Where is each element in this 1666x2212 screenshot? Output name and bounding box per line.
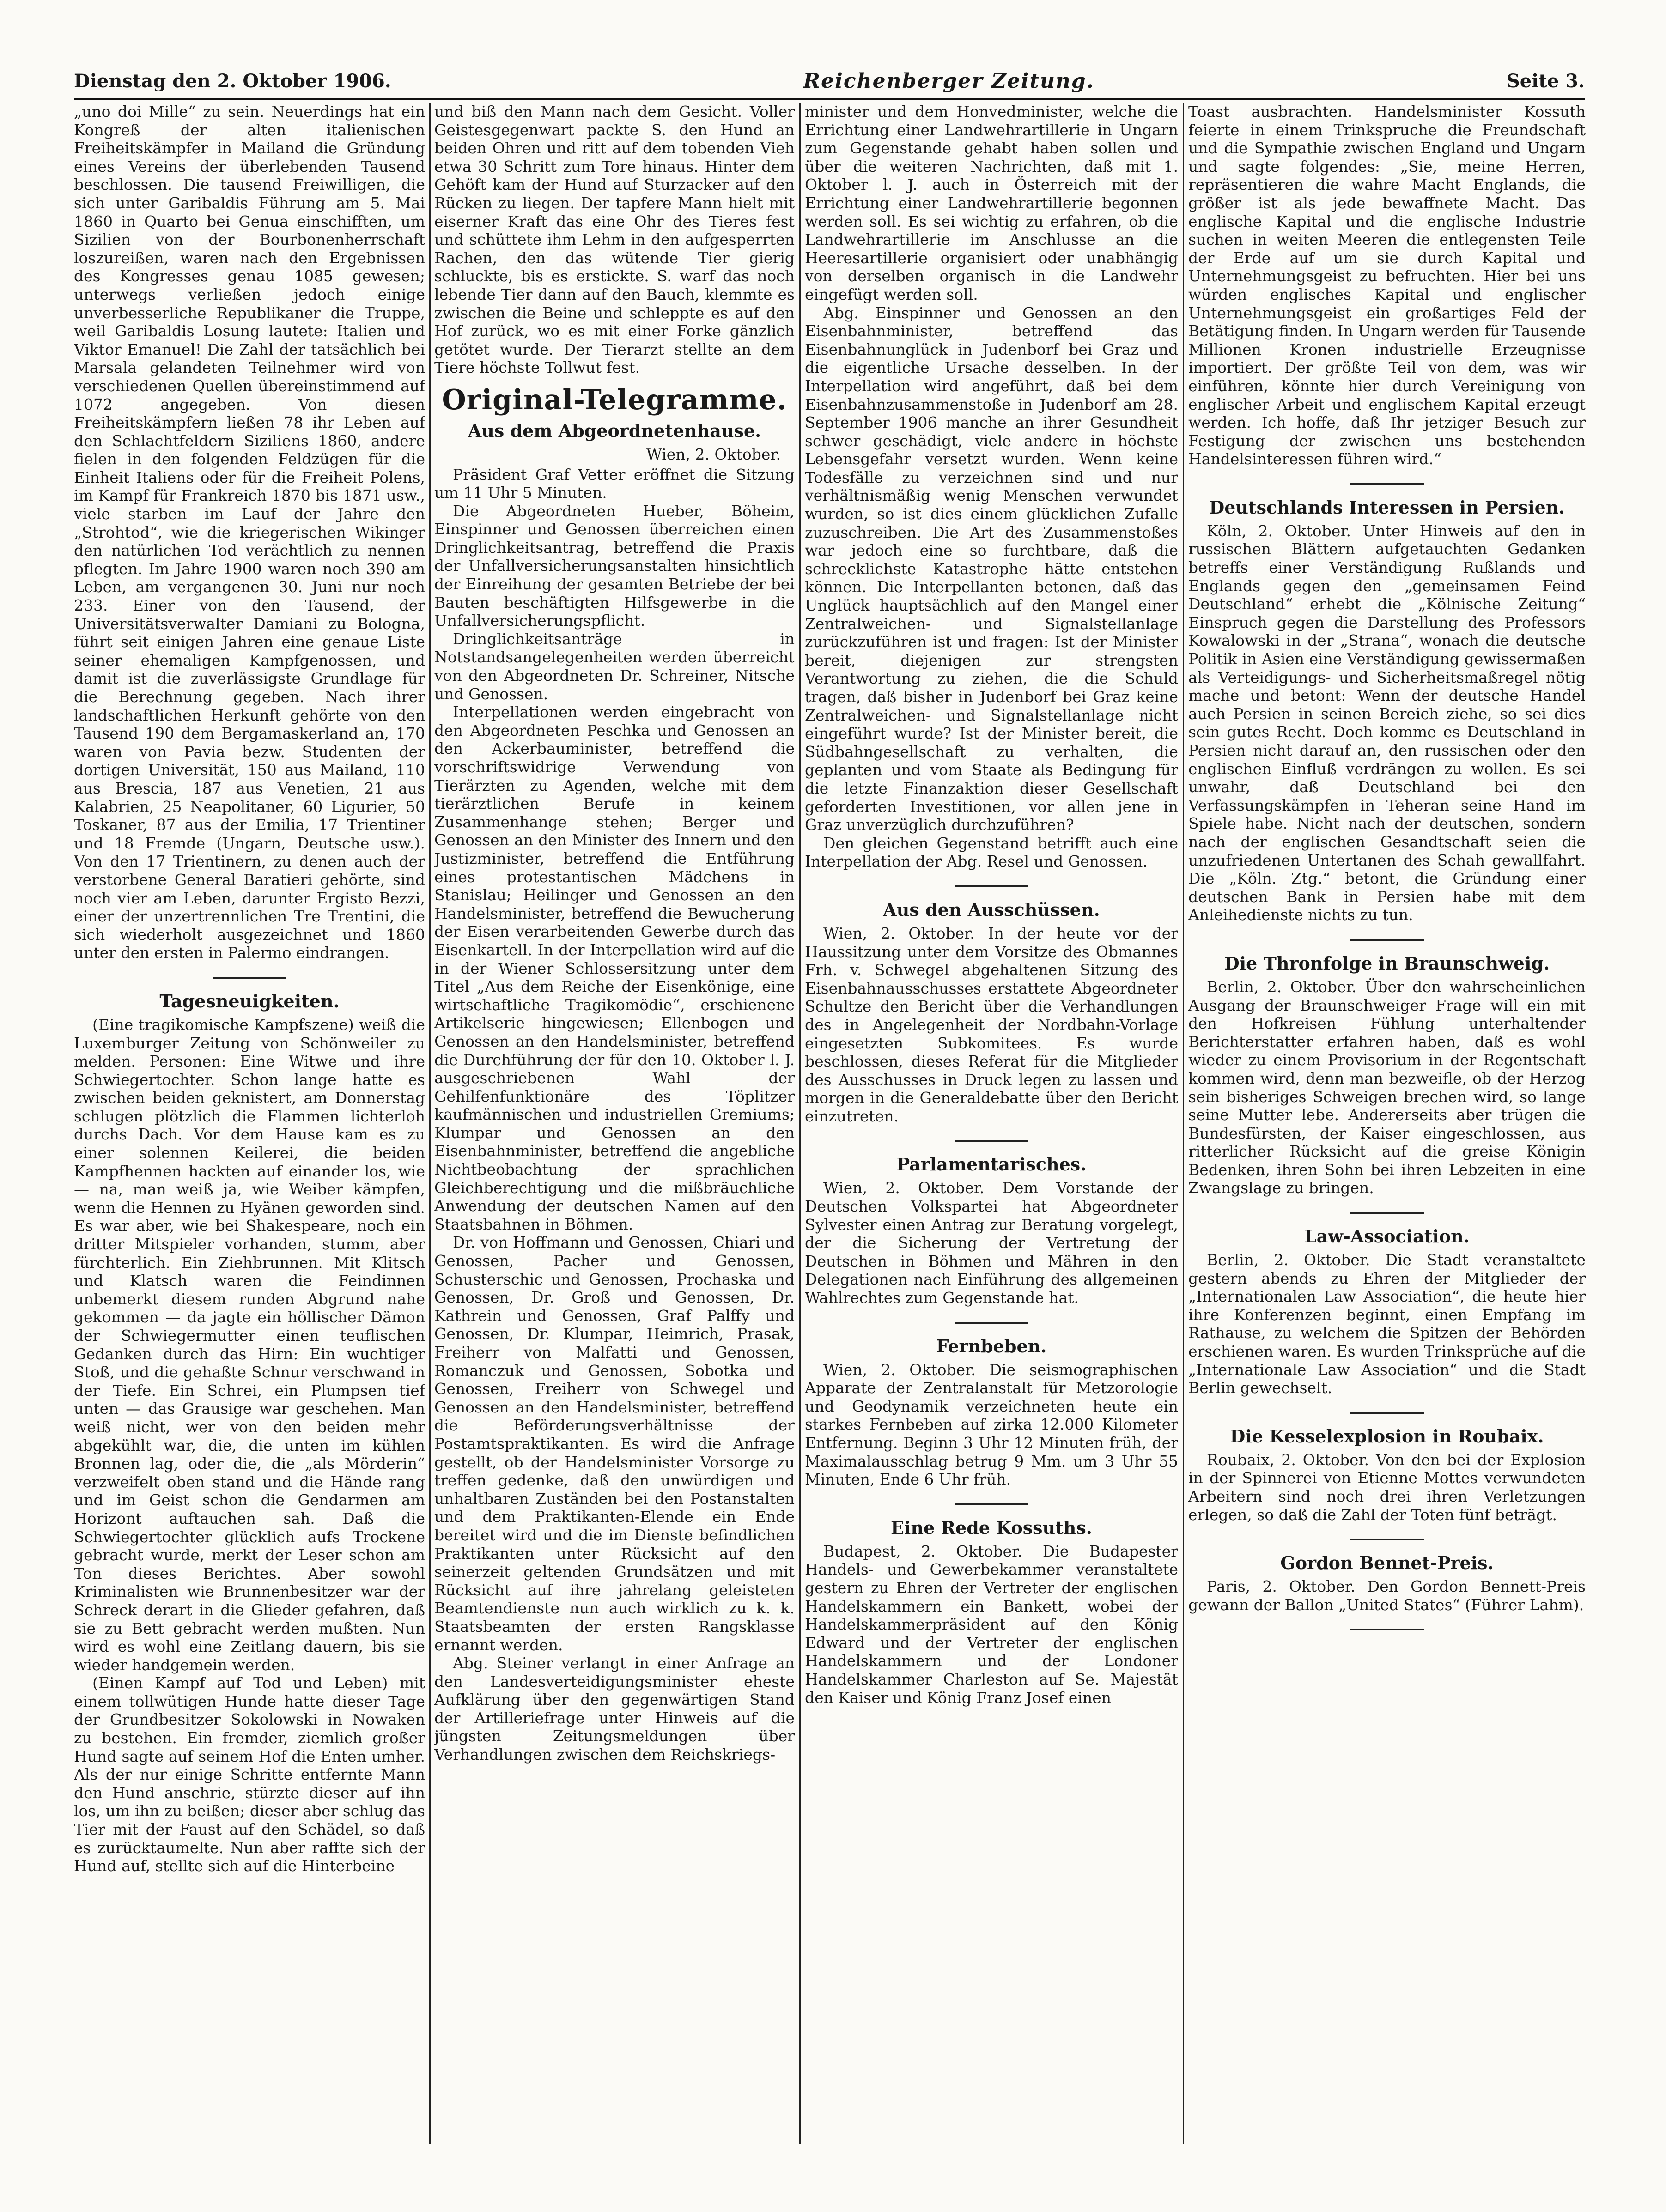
article-text: Paris, 2. Oktober. Den Gordon Bennett-Preis gewann der Ballon „United States“ (Führer Lahm). [1188, 1577, 1586, 1614]
dateline: Wien, 2. Oktober. [646, 445, 781, 463]
section-rule [955, 1322, 1028, 1324]
article-text: Budapest, 2. Oktober. Die Budapester Handels- und Gewerbekammer veranstaltete gestern zu Ehren der Vertreter der englischen Handelskammern ein Bankett, wobei der Handelskammerpräsident auf den König Edward und der Vertreter der englischen Handelskammern und der Londoner Handelskammer Charleston auf Se. Majestät den Kaiser und König Franz Josef einen [805, 1542, 1178, 1707]
header-rule [74, 98, 1585, 100]
article-text: Berlin, 2. Oktober. Die Stadt veranstaltete gestern abends zu Ehren der Mitglieder der „Internationalen Law Association“, die heute hier ihre Konferenzen beginnt, einen Empfang im Rathause, zu welchem die Spitzen der Behörden erschienen waren. Es wurden Trinksprüche auf die „Internationale Law Association“ und die Stadt Berlin gewechselt. [1188, 1251, 1586, 1397]
section-heading: Aus dem Abgeordnetenhause. [468, 420, 761, 441]
article-text: Berlin, 2. Oktober. Über den wahrscheinlichen Ausgang der Braunschweiger Frage will ein mit den Hofkreisen Fühlung unterhaltender Berichterstatter erfahren haben, daß es wohl wieder zu einem Provisorium in der Regentschaft kommen wird, denn man bezweifle, ob der Herzog sein bisheriges Schweigen brechen wird, so lange seine Mutter lebe. Andererseits aber trügen die Bundesfürsten, der Kaiser eingeschlossen, aus ritterlicher Rücksicht auf die greise Königin Bedenken, ihren Sohn bei ihren Lebzeiten in eine Zwangslage zu bringen. [1188, 977, 1586, 1197]
article-text: Wien, 2. Oktober. In der heute vor der Haussitzung unter dem Vorsitze des Obmannes Frh. v. Schwegel abgehaltenen Sitzung des Eisenbahnausschusses erstattete Abgeordneter Schultze den Bericht über die Verhandlungen des in Angelegenheit der Nordbahn-Vorlage eingesetzten Subkomitees. Es wurde beschlossen, dieses Referat für die Mitglieder des Ausschusses in Druck legen zu lassen und morgen in die Generaldebatte über den Bericht einzutreten. [805, 924, 1178, 1125]
section-rule [213, 977, 286, 979]
section-heading: Tagesneuigkeiten. [159, 990, 340, 1012]
main-heading: Original-Telegramme. [442, 383, 787, 416]
issue-date: Dienstag den 2. Oktober 1906. [74, 70, 391, 92]
article-text: Abg. Steiner verlangt in einer Anfrage an den Landesverteidigungsminister eheste Aufklärung über den gegenwärtigen Stand der Artilleriefrage unter Hinweis auf die jüngsten Zeitungsmeldungen über Verhandlungen zwischen dem Reichskriegs- [434, 1654, 795, 1764]
section-rule [955, 1503, 1028, 1505]
column-divider [799, 103, 801, 2144]
article-text: Dr. von Hoffmann und Genossen, Chiari und Genossen, Pacher und Genossen, Schusterschic und Genossen, Prochaska und Genossen, Dr. Groß und Genossen, Dr. Kathrein und Genossen, Graf Palffy und Genossen, Dr. Klumpar, Heimrich, Prasak, Freiherr von Malfatti und Genossen, Romanczuk und Genossen, Sobotka und Genossen, Freiherr von Schwegel und Genossen an den Handelsminister, betreffend die Beförderungsverhältnisse der Postamtspraktikanten. Es wird die Anfrage gestellt, ob der Handelsminister Vorsorge zu treffen gedenke, daß den unwürdigen und unhaltbaren Zuständen bei den Postanstalten und dem Praktikanten-Elende ein Ende bereitet wird und die im Dienste befindlichen Praktikanten unter Rücksicht auf den seinerzeit geltenden Grundsätzen und mit Rücksicht auf ihre jahrelang geleisteten Beamtendienste nun auch wirklich zu k. k. Staatsbeamten der ersten Rangsklasse ernannt werden. [434, 1233, 795, 1654]
column-divider [429, 103, 431, 2144]
section-heading: Eine Rede Kossuths. [891, 1517, 1092, 1538]
section-rule [1350, 939, 1424, 941]
article-text: Toast ausbrachten. Handelsminister Kossuth feierte in einem Trinkspruche die Freundschaft und die Sympathie zwischen England und Ungarn und sagte folgendes: „Sie, meine Herren, repräsentieren die wahre Macht Englands, die größer ist als jede bewaffnete Macht. Das englische Kapital und die englische Industrie suchen in weiten Meeren die entlegensten Teile der Erde auf um sie durch Kapital und Unternehmungsgeist zu befruchten. Hier bei uns würden englisches Kapital und englischer Unternehmungsgeist ein großartiges Feld der Betätigung finden. In Ungarn werden für Tausende Millionen Kronen industrielle Erzeugnisse importiert. Der größte Teil von dem, was wir einführen, könnte hier durch Vereinigung von englischer Arbeit und englischem Kapital erzeugt werden. Ich hoffe, daß Ihr jetziger Besuch zur Festigung der zwischen uns bestehenden Handelsinteressen führen wird.“ [1188, 103, 1586, 468]
column-divider [1183, 103, 1184, 2144]
article-text: Köln, 2. Oktober. Unter Hinweis auf den in russischen Blättern aufgetauchten Gedanken betreffs einer Verständigung Rußlands und Englands gegen den „gemeinsamen Feind Deutschland“ erhebt die „Kölnische Zeitung“ Einspruch gegen die Darstellung des Professors Kowalowski in der „Strana“, wonach die deutsche Politik in Asien eine Verständigung gewissermaßen als Verteidigungs- und Sicherheitsmaßregel nötig mache und betont: Wenn der deutsche Handel auch Persien in seinen Bereich ziehe, so sei dies sein gutes Recht. Doch komme es Deutschland in Persien nicht darauf an, den russischen oder den englischen Einfluß verdrängen zu wollen. Es sei unwahr, daß Deutschland bei den Verfassungskämpfen in Teheran seine Hand im Spiele habe. Nicht nach der deutschen, sondern nach der englischen Gesandtschaft seien die unzufriedenen Untertanen des Schah gewallfahrt. Die „Köln. Ztg.“ betont, die Gründung einer deutschen Bank in Persien habe mit dem Anleihedienste nichts zu tun. [1188, 521, 1586, 924]
article-text: Wien, 2. Oktober. Die seismographischen Apparate der Zentralanstalt für Metzorologie und Geodynamik verzeichneten heute ein starkes Fernbeben auf zirka 12.000 Kilometer Entfernung. Beginn 3 Uhr 12 Minuten früh, der Maximalausschlag betrug 9 Mm. um 3 Uhr 55 Minuten, Ende 6 Uhr früh. [805, 1360, 1178, 1489]
section-rule [1350, 1539, 1424, 1540]
article-text: und biß den Mann nach dem Gesicht. Voller Geistesgegenwart packte S. den Hund an beiden Ohren und ritt auf dem tobenden Vieh etwa 30 Schritt zum Tore hinaus. Hinter dem Gehöft kam der Hund auf Sturzacker auf den Rücken zu liegen. Der tapfere Mann hielt mit eiserner Kraft das eine Ohr des Tieres fest und schüttete ihm Lehm in den aufgesperrten Rachen, den das wütende Tier gierig schluckte, bis es erstickte. S. warf das noch lebende Tier dann auf den Bauch, klemmte es zwischen die Beine und schleppte es auf den Hof zurück, wo es mit einer Forke gänzlich getötet wurde. Der Tierarzt stellte an dem Tiere höchste Tollwut fest. [434, 103, 795, 377]
column-2 [434, 103, 795, 2144]
article-text: (Eine tragikomische Kampfszene) weiß die Luxemburger Zeitung von Schönweiler zu melden. Personen: Eine Witwe und ihre Schwiegertochter. Schon lange hatte es zwischen beiden geknistert, am Donnerstag schlugen plötzlich die Flammen lichterloh durchs Dach. Vor dem Hause kam es zu einer solennen Keilerei, die beiden Kampfhennen hackten auf einander los, wie — na, man weiß ja, wie Weiber kämpfen, wenn die Hennen zu Hyänen geworden sind. Es war aber, wie bei Shakespeare, noch ein dritter Mitspieler vorhanden, stumm, aber fürchterlich. Ein Ziehbrunnen. Mit Klitsch und Klatsch waren die Feindinnen unbemerkt diesem runden Abgrund nahe gekommen — da jagte ein höllischer Dämon der Schwiegermutter einen teuflischen Gedanken durch das Hirn: Ein wuchtiger Stoß, und die gehaßte Schnur verschwand in der Tiefe. Ein Schrei, ein Plumpsen tief unten — das Grausige war geschehen. Man weiß nicht, wer von den beiden mehr abgekühlt war, die, die unten im kühlen Bronnen lag, oder die, die „als Mörderin“ verzweifelt oben stand und die Hände rang und im Geist schon die Gendarmen am Horizont auftauchen sah. Daß die Schwiegertochter glücklich aufs Trockene gebracht wurde, merkt der Leser schon am Ton dieses Berichtes. Aber sowohl Kriminalisten wie Brunnenbesitzer war der Schreck derart in die Glieder gefahren, daß sie zu Bett gebracht werden mußten. Nun wird es wohl eine Zeitlang dauern, bis sie wieder handgemein werden. [74, 1015, 425, 1674]
article-text: Dringlichkeitsanträge in Notstandsangelegenheiten werden überreicht von den Abgeordneten Dr. Schreiner, Nitsche und Genossen. [434, 630, 795, 703]
column-3 [805, 103, 1178, 2144]
section-rule [1350, 1212, 1424, 1214]
article-text: Den gleichen Gegenstand betrifft auch eine Interpellation der Abg. Resel und Genossen. [805, 834, 1178, 871]
article-text: (Einen Kampf auf Tod und Leben) mit einem tollwütigen Hunde hatte dieser Tage der Grundbesitzer Sokolowski in Nowaken zu bestehen. Ein fremder, ziemlich großer Hund sagte auf seinem Hof die Enten umher. Als der nur einige Schritte entfernte Mann den Hund anschrie, stürzte dieser auf ihn los, um ihn zu beißen; dieser aber schlug das Tier mit der Faust auf den Schädel, so daß es zurücktaumelte. Nun aber raffte sich der Hund auf, stellte sich auf die Hinterbeine [74, 1674, 425, 1875]
article-text: Roubaix, 2. Oktober. Von den bei der Explosion in der Spinnerei von Etienne Mottes verwundeten Arbeitern sind noch drei ihren Verletzungen erlegen, so daß die Zahl der Toten fünf beträgt. [1188, 1450, 1586, 1524]
section-rule [1350, 1629, 1424, 1630]
page-header [74, 65, 1585, 97]
article-text: Interpellationen werden eingebracht von den Abgeordneten Peschka und Genossen an den Ackerbauminister, betreffend die vorschriftswidrige Verwendung von Tierärzten zu Agenden, welche mit dem tierärztlichen Berufe in keinem Zusammenhange stehen; Berger und Genossen an den Minister des Innern und den Justizminister, betreffend die Entführung eines protestantischen Mädchens in Stanislau; Heilinger und Genossen an den Handelsminister, betreffend die Bewucherung der Eisen verarbeitenden Gewerbe durch das Eisenkartell. In der Interpellation wird auf die in der Wiener Schlossersitzung unter dem Titel „Aus dem Reiche der Eisenkönige, eine wirtschaftliche Tragikomödie“, erschienene Artikelserie hingewiesen; Ellenbogen und Genossen an den Handelsminister, betreffend die Durchführung der für den 10. Oktober l. J. ausgeschriebenen Wahl der Gehilfenfunktionäre des Töplitzer kaufmännischen und industriellen Gremiums; Klumpar und Genossen an den Eisenbahnminister, betreffend die angebliche Nichtbeobachtung der sprachlichen Gleichberechtigung und die mißbräuchliche Anwendung der deutschen Namen auf den Staatsbahnen in Böhmen. [434, 703, 795, 1233]
section-rule [1350, 483, 1424, 485]
section-heading: Parlamentarisches. [896, 1154, 1087, 1175]
page-number: Seite 3. [1506, 70, 1585, 92]
section-heading: Gordon Bennet-Preis. [1280, 1552, 1494, 1574]
section-heading: Aus den Ausschüssen. [883, 899, 1100, 920]
article-text: Präsident Graf Vetter eröffnet die Sitzung um 11 Uhr 5 Minuten. [434, 465, 795, 502]
article-text: Die Abgeordneten Hueber, Böheim, Einspinner und Genossen überreichen einen Dringlichkeitsantrag, betreffend die Praxis der Unfallversicherungsanstalten hinsichtlich der Einreihung der gesamten Betriebe der bei Bauten beschäftigten Hilfsgewerbe in die Unfallversicherungspflicht. [434, 502, 795, 630]
article-text: Wien, 2. Oktober. Dem Vorstande der Deutschen Volkspartei hat Abgeordneter Sylvester einen Antrag zur Beratung vorgelegt, der die Sicherung der Vertretung der Deutschen in Böhmen und Mähren in den Delegationen nach Einführung des allgemeinen Wahlrechtes zum Gegenstande hat. [805, 1179, 1178, 1307]
section-rule [955, 885, 1028, 887]
section-heading: Deutschlands Interessen in Persien. [1209, 497, 1565, 518]
section-heading: Law-Association. [1304, 1226, 1470, 1247]
masthead: Reichenberger Zeitung. [803, 69, 1095, 93]
section-rule [955, 1140, 1028, 1142]
article-text: minister und dem Honvedminister, welche die Errichtung einer Landwehrartillerie in Ungarn zum Gegenstande gehabt haben sollen und über die weiteren Nachrichten, daß mit 1. Oktober l. J. auch in Österreich mit der Errichtung einer Landwehrartillerie begonnen werden soll. Es sei wichtig zu erfahren, ob die Landwehrartillerie im Anschlusse an die Heeresartillerie organisiert oder unabhängig von derselben organisch in die Landwehr eingefügt werden soll. [805, 103, 1178, 303]
section-heading: Die Thronfolge in Braunschweig. [1224, 952, 1550, 974]
article-text: „uno doi Mille“ zu sein. Neuerdings hat ein Kongreß der alten italienischen Freiheitskämpfer in Mailand die Gründung eines Vereins der überlebenden Tausend beschlossen. Die tausend Freiwilligen, die sich unter Garibaldis Führung am 5. Mai 1860 in Quarto bei Genua einschifften, um Sizilien von der Bourbonenherrschaft loszureißen, waren nach den Ergebnissen des Kongresses genau 1085 gewesen; unterwegs verließen jedoch einige unverbesserliche Republikaner die Truppe, weil Garibaldis Losung lautete: Italien und Viktor Emanuel! Die Zahl der tatsächlich bei Marsala gelandeten Teilnehmer wird von verschiedenen Quellen übereinstimmend auf 1072 angegeben. Von diesen Freiheitskämpfern ließen 78 ihr Leben auf den Schlachtfeldern Siziliens 1860, andere fielen in den folgenden Feldzügen für die Einheit Italiens oder für die Freiheit Polens, im Kampf für Frankreich 1870 bis 1871 usw., viele starben im Lauf der Jahre den „Strohtod“, wie die kriegerischen Wikinger den natürlichen Tod verächtlich zu nennen pflegten. Im Jahre 1900 waren noch 390 am Leben, am vergangenen 30. Juni nur noch 233. Einer von den Tausend, der Universitätsverwalter Damiani zu Bologna, führt seit einigen Jahren eine genaue Liste seiner ehemaligen Kampfgenossen, und damit ist die zuverlässigste Grundlage für die Berechnung gegeben. Nach ihrer landschaftlichen Herkunft gehörte von den Tausend 190 dem Bergamaskerland an, 170 waren von Pavia bezw. Studenten der dortigen Universität, 150 aus Mailand, 110 aus Brescia, 187 aus Venetien, 21 aus Kalabrien, 25 Neapolitaner, 60 Ligurier, 50 Toskaner, 87 aus der Emilia, 17 Trientiner und 18 Fremde (Ungarn, Deutsche usw.). Von den 17 Trientinern, zu denen auch der verstorbene General Baratieri gehörte, sind noch vier am Leben, darunter Ergisto Bezzi, einer der unzertrennlichen Tre Trentini, die sich wiederholt ausgezeichnet und 1860 unter den ersten in Palermo eindrangen. [74, 103, 425, 962]
section-rule [1350, 1412, 1424, 1414]
column-4 [1188, 103, 1586, 2144]
article-text: Abg. Einspinner und Genossen an den Eisenbahnminister, betreffend das Eisenbahnunglück in Judenborf bei Graz und die eigentliche Ursache desselben. In der Interpellation wird angeführt, daß bei dem Eisenbahnzusammenstoße in Judenborf am 28. September 1906 manche an ihrer Gesundheit schwer geschädigt, viele andere in höchste Lebensgefahr versetzt wurden. Wenn keine Todesfälle zu verzeichnen sind und nur verhältnismäßig wenig Menschen verwundet wurden, so ist dies einem glücklichen Zufalle zuzuschreiben. Die Art des Zusammenstoßes war jedoch eine so furchtbare, daß die schrecklichste Katastrophe hätte entstehen können. Die Interpellanten betonen, daß das Unglück hauptsächlich auf den Mangel einer Zentralweichen- und Signalstellanlage zurückzuführen ist und fragen: Ist der Minister bereit, diejenigen zur strengsten Verantwortung zu ziehen, die die Schuld tragen, daß bisher in Judenborf bei Graz keine Zentralweichen- und Signalstellanlage nicht eingeführt wurde? Ist der Minister bereit, die Südbahngesellschaft zu verhalten, die geplanten und vom Staate als Bedingung für die letzte Finanzaktion dieser Gesellschaft geforderten Investitionen, vor allen jene in Graz unverzüglich durchzuführen? [805, 303, 1178, 834]
section-heading: Die Kesselexplosion in Roubaix. [1230, 1425, 1544, 1447]
column-1 [74, 103, 425, 2144]
section-heading: Fernbeben. [936, 1335, 1047, 1357]
